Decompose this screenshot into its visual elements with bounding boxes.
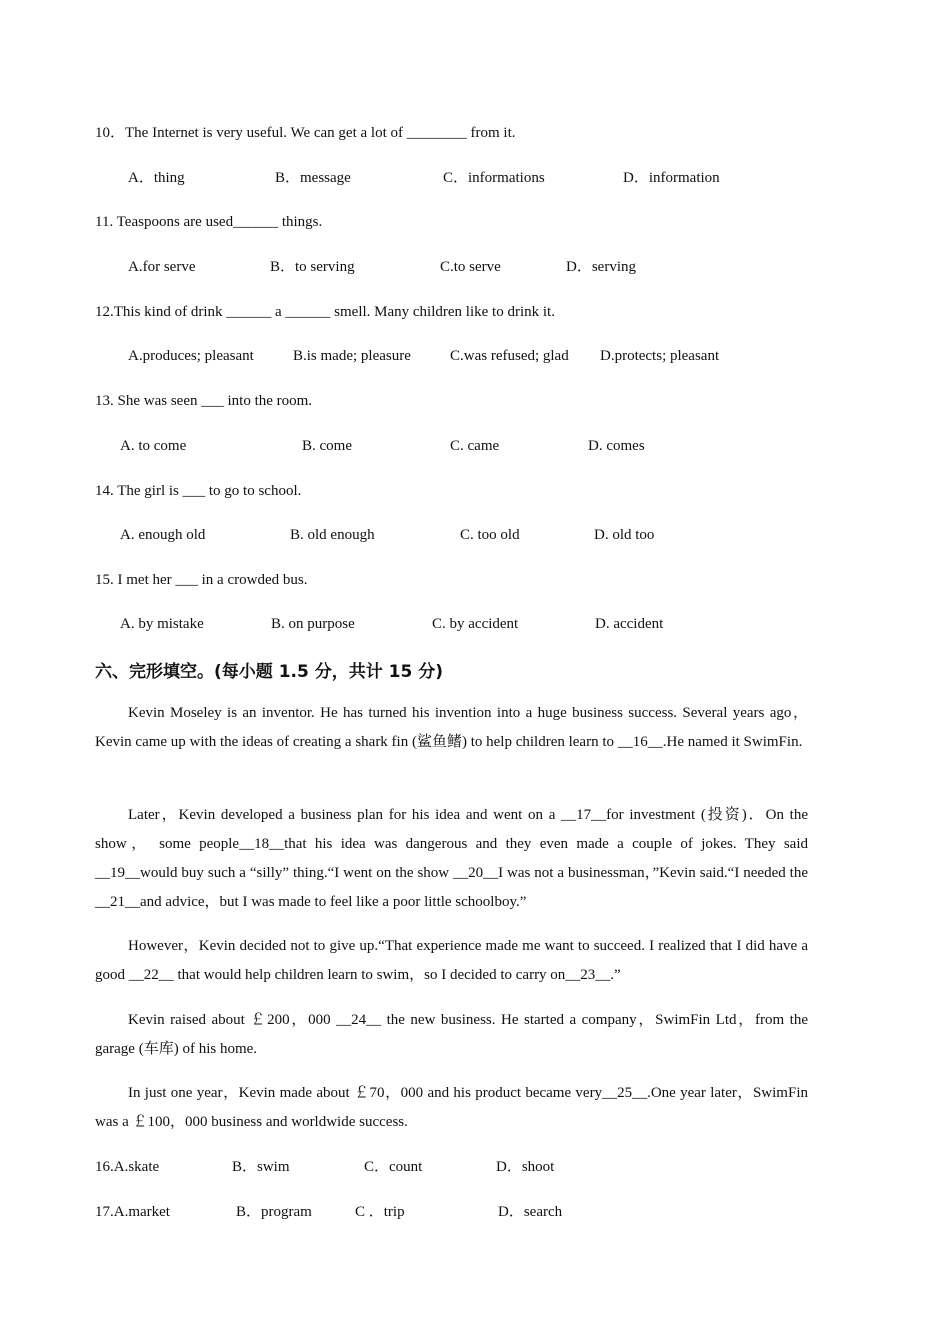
cloze-option-a: 16.A.skate <box>95 1159 160 1175</box>
option-a: A. to come <box>120 438 187 454</box>
cloze-option-b: B．swim <box>232 1159 290 1175</box>
question-stem: 12.This kind of drink ______ a ______ smell. Many children like to drink it. <box>95 304 555 320</box>
option-b: B.is made; pleasure <box>293 348 411 364</box>
option-c: C. too old <box>460 527 520 543</box>
question-stem: 15. I met her ___ in a crowded bus. <box>95 572 308 588</box>
section-heading: 六、完形填空。(每小题 1.5 分，共计 15 分) <box>95 662 443 682</box>
passage-paragraph: Later，Kevin developed a business plan for his idea and went on a __17__for investment (投资)．On the show， some people__18__that his idea was dangerous and they even made a couple of jokes. They said __19__would buy such a “silly” thing.“I went on the show __20__I was not a businessman，”Kevin said.“I needed the __21__and advice，but I was made to feel like a poor little schoolboy.” <box>95 807 808 910</box>
passage-paragraph: However，Kevin decided not to give up.“That experience made me want to succeed. I realized that I did have a good __22__ that would help children learn to swim，so I decided to carry on__23__.” <box>95 938 808 983</box>
option-a: A.produces; pleasant <box>128 348 254 364</box>
option-c: C. by accident <box>432 616 519 632</box>
option-d: D．information <box>623 170 720 186</box>
option-a: A.for serve <box>128 259 196 275</box>
question-stem: 11. Teaspoons are used______ things. <box>95 214 323 230</box>
cloze-option-b: B．program <box>236 1204 312 1220</box>
cloze-option-d: D．search <box>498 1204 563 1220</box>
cloze-option-a: 17.A.market <box>95 1204 170 1220</box>
option-d: D. comes <box>588 438 645 454</box>
option-b: B. come <box>302 438 352 454</box>
question-stem: 14. The girl is ___ to go to school. <box>95 483 302 499</box>
option-d: D. accident <box>595 616 664 632</box>
option-b: B．to serving <box>270 259 355 275</box>
option-d: D.protects; pleasant <box>600 348 720 364</box>
option-c: C.to serve <box>440 259 501 275</box>
option-a: A. by mistake <box>120 616 204 632</box>
option-b: B. old enough <box>290 527 375 543</box>
option-d: D. old too <box>594 527 655 543</box>
passage-paragraph: Kevin Moseley is an inventor. He has turned his invention into a huge business success. Several years ago， Kevin came up with the ideas of creating a shark fin (鲨鱼鳍) to help children learn to __16__.He named it SwimFin. <box>95 705 808 750</box>
option-a: A．thing <box>128 170 185 186</box>
passage-paragraph: Kevin raised about ￡200，000 __24__ the new business. He started a company，SwimFin Ltd，from the garage (车库) of his home. <box>95 1012 808 1057</box>
cloze-option-c: C．count <box>364 1159 423 1175</box>
cloze-option-c: C ．trip <box>355 1204 405 1220</box>
question-stem: 10．The Internet is very useful. We can get a lot of ________ from it. <box>95 125 516 141</box>
option-c: C．informations <box>443 170 545 186</box>
option-a: A. enough old <box>120 527 206 543</box>
option-d: D．serving <box>566 259 636 275</box>
option-b: B. on purpose <box>271 616 355 632</box>
option-c: C.was refused; glad <box>450 348 569 364</box>
option-c: C. came <box>450 438 500 454</box>
passage-paragraph: In just one year，Kevin made about ￡70，000 and his product became very__25__.One year later，SwimFin was a ￡100，000 business and worldwide success. <box>95 1085 808 1130</box>
option-b: B．message <box>275 170 351 186</box>
cloze-option-d: D．shoot <box>496 1159 555 1175</box>
question-stem: 13. She was seen ___ into the room. <box>95 393 313 409</box>
